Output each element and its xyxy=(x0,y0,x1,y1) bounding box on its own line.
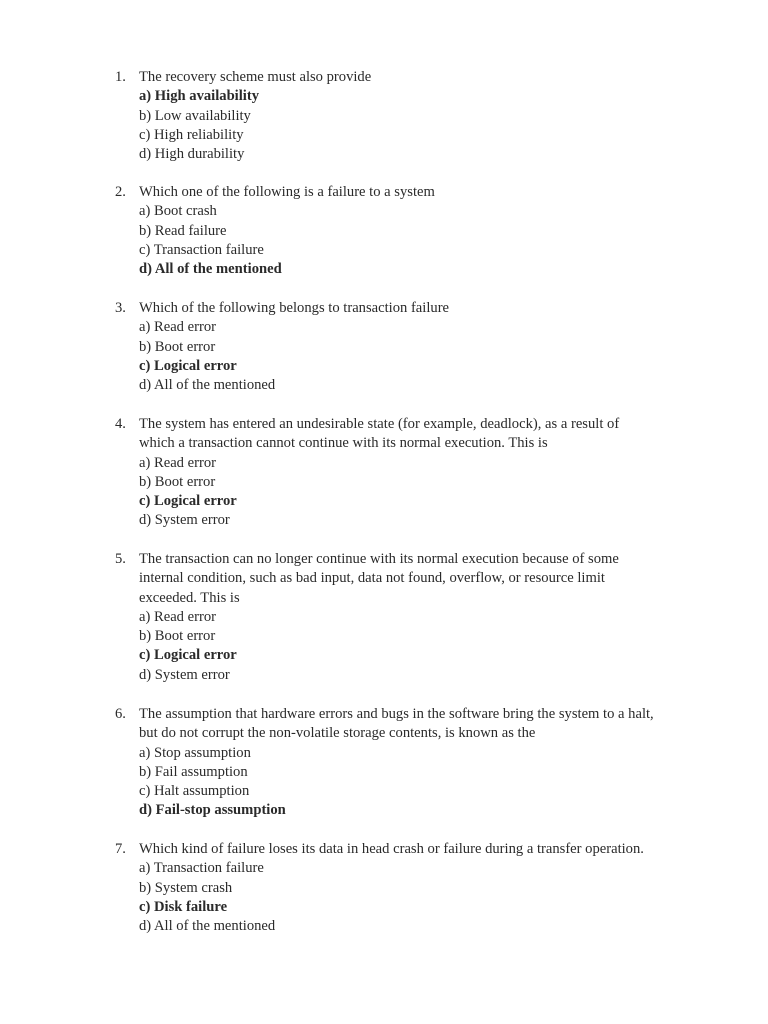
question-text: but do not corrupt the non-volatile storage contents, is known as the xyxy=(139,725,536,742)
correct-answer-option: c) Logical error xyxy=(139,493,237,510)
correct-answer-option: a) High availability xyxy=(139,88,260,105)
answer-option: a) Boot crash xyxy=(139,203,217,220)
question-number: 3. xyxy=(115,300,126,316)
question-text: Which kind of failure loses its data in head crash or failure during a transfer operation. xyxy=(139,841,644,857)
answer-option: a) Read error xyxy=(139,454,216,471)
question-text: The transaction can no longer continue with its normal execution because of some xyxy=(139,551,619,567)
correct-answer-option: d) Fail-stop assumption xyxy=(139,802,286,819)
answer-option: d) System error xyxy=(139,512,230,529)
answer-option: d) High durability xyxy=(139,146,245,163)
answer-option: a) Read error xyxy=(139,319,216,336)
question-body xyxy=(139,183,699,279)
correct-answer-option: c) Logical error xyxy=(139,357,237,374)
question-body xyxy=(139,68,699,164)
question-number: 5. xyxy=(115,551,126,567)
question-number: 1. xyxy=(115,69,126,85)
answer-option: b) Read failure xyxy=(139,222,227,239)
answer-option: b) Low availability xyxy=(139,107,251,124)
question-number: 4. xyxy=(115,416,126,432)
question-text: exceeded. This is xyxy=(139,589,240,606)
answer-option: a) Read error xyxy=(139,608,216,625)
answer-option: b) Boot error xyxy=(139,338,216,355)
answer-option: c) Halt assumption xyxy=(139,783,250,800)
answer-option: d) System error xyxy=(139,666,230,683)
answer-option: d) All of the mentioned xyxy=(139,918,276,935)
question-number: 7. xyxy=(115,841,126,857)
answer-option: b) Boot error xyxy=(139,628,216,645)
question-body xyxy=(139,299,699,395)
question-body xyxy=(139,415,699,531)
question-text: The recovery scheme must also provide xyxy=(139,69,372,85)
question-text: The system has entered an undesirable state (for example, deadlock), as a result of xyxy=(139,416,620,432)
question-number: 2. xyxy=(115,184,126,200)
correct-answer-option: c) Logical error xyxy=(139,647,237,664)
question-text: Which one of the following is a failure to a system xyxy=(139,184,435,200)
correct-answer-option: c) Disk failure xyxy=(139,898,228,915)
question-text: Which of the following belongs to transaction failure xyxy=(139,300,450,316)
correct-answer-option: d) All of the mentioned xyxy=(139,261,282,278)
question-text: The assumption that hardware errors and bugs in the software bring the system to a halt, xyxy=(139,706,654,722)
question-body xyxy=(139,705,699,821)
answer-option: b) Fail assumption xyxy=(139,763,248,780)
answer-option: a) Transaction failure xyxy=(139,860,264,877)
answer-option: c) Transaction failure xyxy=(139,241,264,258)
question-body xyxy=(139,550,699,685)
question-text: which a transaction cannot continue with its normal execution. This is xyxy=(139,435,548,452)
question-body xyxy=(139,840,699,936)
answer-option: c) High reliability xyxy=(139,126,244,143)
question-text: internal condition, such as bad input, data not found, overflow, or resource limit xyxy=(139,570,605,587)
answer-option: a) Stop assumption xyxy=(139,744,251,761)
answer-option: b) System crash xyxy=(139,879,233,896)
answer-option: d) All of the mentioned xyxy=(139,377,276,394)
answer-option: b) Boot error xyxy=(139,473,216,490)
question-number: 6. xyxy=(115,706,126,722)
